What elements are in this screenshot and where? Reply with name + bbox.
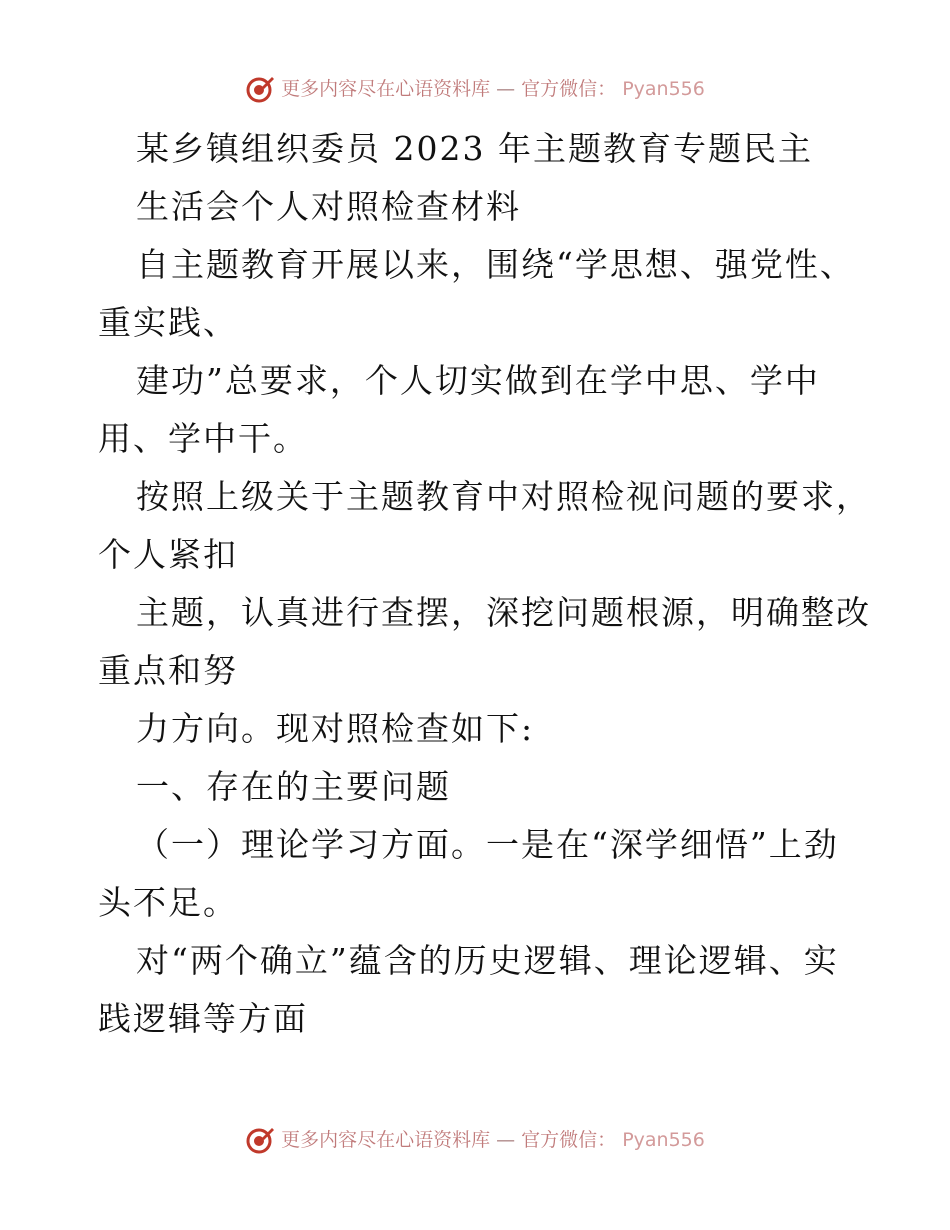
paragraph-line: 重实践、 bbox=[98, 303, 238, 342]
pen-seal-icon bbox=[245, 74, 275, 104]
watermark-account-label: 官方微信： bbox=[521, 1129, 617, 1151]
paragraph-line: 个人紧扣 bbox=[98, 535, 238, 574]
watermark-account: Pyan556 bbox=[622, 78, 705, 100]
watermark-dash: — bbox=[496, 1129, 516, 1151]
subsection-line: （一）理论学习方面。一是在“深学细悟”上劲 bbox=[136, 825, 839, 864]
paragraph-line: 自主题教育开展以来，围绕“学思想、强党性、 bbox=[136, 245, 855, 284]
paragraph-line: 建功”总要求，个人切实做到在学中思、学中 bbox=[136, 361, 820, 400]
watermark-account: Pyan556 bbox=[622, 1129, 705, 1151]
watermark-text: 更多内容尽在心语资料库 bbox=[281, 78, 491, 100]
watermark-text: 更多内容尽在心语资料库 bbox=[281, 1129, 491, 1151]
pen-seal-icon bbox=[245, 1125, 275, 1155]
paragraph-line: 主题，认真进行查摆，深挖问题根源，明确整改 bbox=[136, 593, 871, 632]
paragraph-line: 践逻辑等方面 bbox=[98, 999, 308, 1038]
section-heading: 一、存在的主要问题 bbox=[136, 767, 451, 806]
header-watermark bbox=[0, 74, 950, 104]
paragraph-line: 对“两个确立”蕴含的历史逻辑、理论逻辑、实 bbox=[136, 941, 839, 980]
paragraph-line: 头不足。 bbox=[98, 883, 238, 922]
paragraph-line: 重点和努 bbox=[98, 651, 238, 690]
paragraph-line: 力方向。现对照检查如下: bbox=[136, 709, 535, 748]
watermark-dash: — bbox=[496, 78, 516, 100]
paragraph-line: 按照上级关于主题教育中对照检视问题的要求， bbox=[136, 477, 871, 516]
paragraph-line: 用、学中干。 bbox=[98, 419, 308, 458]
doc-title-line-1: 某乡镇组织委员 2023 年主题教育专题民主 bbox=[136, 129, 813, 168]
footer-watermark bbox=[0, 1125, 950, 1155]
doc-title-line-2: 生活会个人对照检查材料 bbox=[136, 187, 521, 226]
document-body bbox=[98, 120, 871, 1048]
watermark-account-label: 官方微信： bbox=[521, 78, 617, 100]
